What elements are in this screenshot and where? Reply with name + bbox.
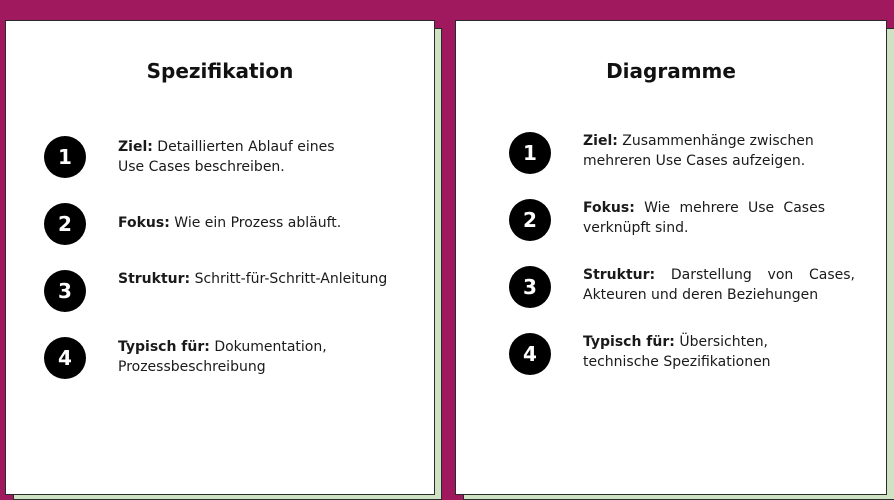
item-text xyxy=(118,213,388,233)
item-label: Typisch für: xyxy=(118,339,210,355)
item-text xyxy=(583,131,833,171)
diagrams-card xyxy=(455,20,887,495)
item-label: Struktur: xyxy=(583,267,656,283)
item-description: Wie ein Prozess abläuft. xyxy=(174,215,342,231)
number-badge: 4 xyxy=(44,337,86,379)
specification-card xyxy=(5,20,435,495)
item-label: Struktur: xyxy=(118,271,191,287)
item-label: Fokus: xyxy=(118,215,170,231)
item-label: Ziel: xyxy=(583,133,618,149)
item-description: Darstellung von Cases, Akteuren und deren Beziehungen xyxy=(583,267,856,303)
item-description: Wie mehrere Use Cases verknüpft sind. xyxy=(583,200,825,236)
item-text xyxy=(583,332,803,372)
number-badge: 2 xyxy=(44,203,86,245)
item-text xyxy=(583,198,825,238)
item-label: Ziel: xyxy=(118,139,153,155)
number-badge: 1 xyxy=(509,132,551,174)
card-title: Spezifikation xyxy=(146,59,294,83)
item-description: Übersichten, technische Spezifikationen xyxy=(583,334,771,370)
number-badge: 3 xyxy=(44,270,86,312)
number-badge: 3 xyxy=(509,266,551,308)
item-description: Zusammenhänge zwischen mehreren Use Cases aufzeigen. xyxy=(583,133,814,169)
card-title: Diagramme xyxy=(606,59,736,83)
item-text xyxy=(583,265,855,305)
number-badge: 4 xyxy=(509,333,551,375)
item-description: Detaillierten Ablauf eines Use Cases beschreiben. xyxy=(118,139,335,175)
item-description: Schritt-für-Schritt-Anleitung xyxy=(194,271,388,287)
item-label: Typisch für: xyxy=(583,334,675,350)
number-badge: 1 xyxy=(44,136,86,178)
number-badge: 2 xyxy=(509,199,551,241)
item-text xyxy=(118,137,354,177)
item-text xyxy=(118,337,348,377)
item-description: Dokumentation, Prozessbeschreibung xyxy=(118,339,327,375)
item-label: Fokus: xyxy=(583,200,635,216)
item-text xyxy=(118,269,390,289)
